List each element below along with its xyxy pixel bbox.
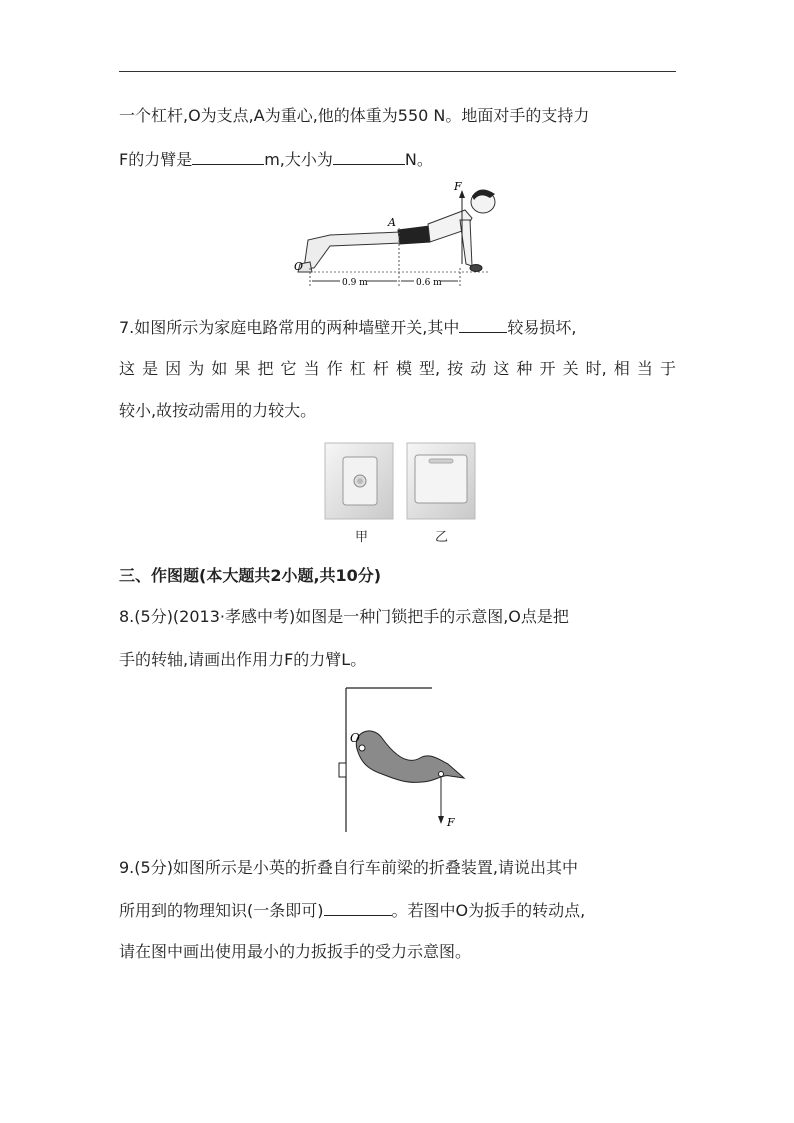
- q9-line1: 9.(5分)如图所示是小英的折叠自行车前梁的折叠装置,请说出其中: [119, 858, 579, 877]
- q7-line2-char: 杆: [372, 359, 389, 378]
- q6-blank-force[interactable]: [333, 149, 405, 165]
- door-label-F: F: [447, 816, 455, 829]
- q9-line2: [119, 900, 585, 921]
- q7-line3: 较小,故按动需用的力较大。: [119, 401, 317, 420]
- q7-line2-char: 这: [119, 359, 136, 378]
- q7-line2-char: 于: [659, 359, 676, 378]
- q7-line2-char: 它: [280, 359, 297, 378]
- q7-line2-char: 时,: [585, 359, 607, 378]
- pushup-figure: [290, 180, 500, 295]
- q6-line1: 一个杠杆,O为支点,A为重心,他的体重为550 N。地面对手的支持力: [119, 106, 590, 125]
- q7-line2-char: 当: [303, 359, 320, 378]
- q7-line2-char: 型,: [419, 359, 441, 378]
- header-rule: [119, 71, 676, 72]
- label-F: F: [454, 180, 462, 193]
- q7-line2-char: 果: [234, 359, 251, 378]
- q7-line2-char: 种: [516, 359, 533, 378]
- q8-line2: 手的转轴,请画出作用力F的力臂L。: [119, 650, 367, 669]
- q9-line2-a: 所用到的物理知识(一条即可): [119, 901, 324, 920]
- q7-line2-char: 杠: [349, 359, 366, 378]
- q6-line2-b: m,大小为: [264, 150, 333, 169]
- q7-line2-char: 动: [470, 359, 487, 378]
- handle-shape: [356, 731, 464, 782]
- q9-line3: 请在图中画出使用最小的力扳扳手的受力示意图。: [119, 942, 472, 961]
- q6-line2-a: F的力臂是: [119, 150, 193, 169]
- caption-yi: 乙: [435, 530, 449, 545]
- q7-line2: [119, 359, 676, 379]
- q7-line2-char: 相: [613, 359, 630, 378]
- pivot-point: [359, 745, 365, 751]
- q7-line2-char: 因: [165, 359, 182, 378]
- q7-line2-char: 如: [211, 359, 228, 378]
- q7-line2-char: 为: [188, 359, 205, 378]
- door-handle-figure: [336, 686, 466, 836]
- q7-line1-a: 7.如图所示为家庭电路常用的两种墙壁开关,其中: [119, 318, 460, 337]
- label-O: O: [294, 260, 304, 273]
- section-heading: 三、作图题(本大题共2小题,共10分): [119, 566, 382, 585]
- q7-line2-char: 作: [326, 359, 343, 378]
- q8-line1: 8.(5分)(2013·孝感中考)如图是一种门锁把手的示意图,O点是把: [119, 607, 569, 626]
- q7-line2-char: 按: [447, 359, 464, 378]
- door-label-O: O: [350, 731, 360, 745]
- switch-figure: [325, 443, 477, 523]
- q7-blank[interactable]: [459, 317, 507, 333]
- q7-line2-char: 关: [562, 359, 579, 378]
- shorts-shape: [398, 226, 430, 244]
- q9-line2-b: 。若图中O为扳手的转动点,: [391, 901, 586, 920]
- q7-line2-char: 开: [539, 359, 556, 378]
- q6-line2-c: N。: [404, 150, 433, 169]
- q7-line2-char: 当: [636, 359, 653, 378]
- q7-line2-char: 是: [142, 359, 159, 378]
- q6-line2: [119, 149, 433, 170]
- q6-blank-arm[interactable]: [192, 149, 264, 165]
- q7-line1-b: 较易损坏,: [507, 318, 577, 337]
- q9-blank[interactable]: [324, 900, 392, 916]
- q7-line2-char: 这: [493, 359, 510, 378]
- q7-line2-char: 模: [395, 359, 412, 378]
- q7-line2-char: 把: [257, 359, 274, 378]
- q7-line1: [119, 317, 576, 338]
- label-A: A: [388, 216, 396, 229]
- caption-jia: 甲: [355, 530, 369, 545]
- dim-left: 0.9 m: [342, 278, 368, 288]
- dim-right: 0.6 m: [416, 278, 442, 288]
